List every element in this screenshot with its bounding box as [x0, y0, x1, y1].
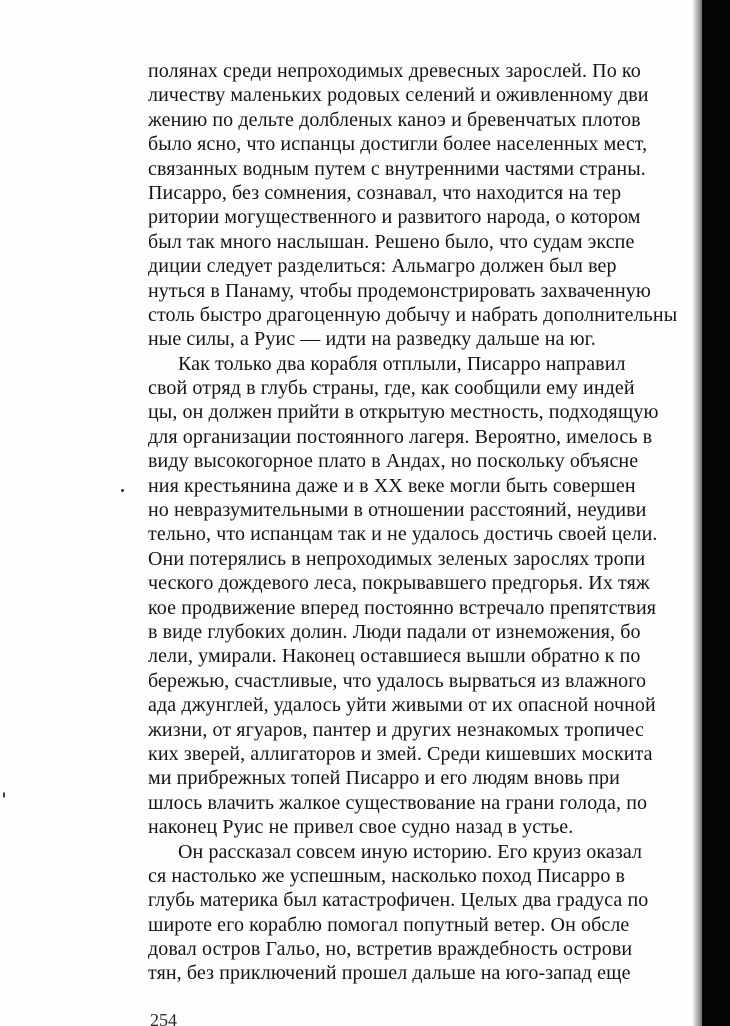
scan-speck	[3, 792, 5, 798]
text-line: виду высокогорное плато в Андах, но поскольку объясне	[148, 450, 639, 473]
text-line-indented: Он рассказал совсем иную историю. Его круиз оказал	[178, 840, 643, 863]
page-edge-shadow	[702, 0, 730, 1026]
text-line: тельно, что испанцам так и не удалось достичь своей цели.	[148, 523, 658, 546]
text-line: ся настолько же успешным, насколько поход Писарро в	[148, 864, 626, 887]
text-line: ческого дождевого леса, покрывавшего предгорья. Их тяж	[148, 572, 650, 595]
text-line: глубь материка был катастрофичен. Целых два градуса по	[148, 889, 649, 912]
text-line: ния крестьянина даже и в XX веке могли быть совершен	[148, 474, 636, 497]
text-line: для организации постоянного лагеря. Вероятно, имелось в	[148, 425, 653, 448]
text-line: свой отряд в глубь страны, где, как сообщили ему индей	[148, 377, 635, 400]
text-line: ритории могущественного и развитого народа, о котором	[148, 206, 641, 229]
text-line: связанных водным путем с внутренними частями страны.	[148, 157, 646, 180]
text-line: довал остров Гальо, но, встретив враждебность острови	[148, 938, 633, 961]
text-line: жизни, от ягуаров, пантер и других незнакомых тропичес	[148, 718, 645, 741]
page-number: 254	[150, 1010, 177, 1026]
text-line: цы, он должен прийти в открытую местность, подходящую	[148, 401, 659, 424]
text-line: диции следует разделиться: Альмагро должен был вер	[148, 255, 617, 278]
text-line: кое продвижение вперед постоянно встречало препятствия	[148, 596, 657, 619]
page-edge-shadow-gradient	[692, 0, 702, 1026]
text-line: столь быстро драгоценную добычу и набрать дополнительны	[148, 303, 678, 326]
text-line: личеству маленьких родовых селений и оживленному дви	[148, 84, 649, 107]
paragraph-1	[148, 59, 704, 352]
text-line-indented: Как только два корабля отплыли, Писарро направил	[178, 352, 626, 375]
paragraph-3	[148, 840, 704, 986]
text-line: наконец Руис не привел свое судно назад в устье.	[148, 816, 574, 839]
text-line: полянах среди непроходимых древесных зарослей. По ко	[148, 60, 641, 82]
text-line: в виде глубоких долин. Люди падали от изнеможения, бо	[148, 620, 641, 643]
text-line: ких зверей, аллигаторов и змей. Среди кишевших москита	[148, 742, 653, 765]
text-line: жению по дельте долбленых каноэ и бревенчатых плотов	[148, 108, 641, 131]
text-line: тян, без приключений прошел дальше на юго-запад еще	[148, 962, 631, 985]
scan-speck	[121, 489, 124, 492]
text-line: шлось влачить жалкое существование на грани голода, по	[148, 791, 648, 814]
text-line: ные силы, а Руис — идти на разведку дальше на юг.	[148, 328, 596, 351]
text-line: бережью, счастливые, что удалось вырваться из влажного	[148, 669, 647, 692]
text-line: широте его кораблю помогал попутный ветер. Он обсле	[148, 913, 630, 936]
text-line: ми прибрежных топей Писарро и его людям вновь при	[148, 767, 620, 790]
text-line: Они потерялись в непроходимых зеленых зарослях тропи	[148, 547, 646, 570]
text-line: нуться в Панаму, чтобы продемонстрировать захваченную	[148, 279, 651, 302]
text-line: Писарро, без сомнения, сознавал, что находится на тер	[148, 181, 622, 204]
text-line: но невразумительными в отношении расстояний, неудиви	[148, 499, 647, 522]
text-line: было ясно, что испанцы достигли более населенных мест,	[148, 133, 648, 156]
body-text	[148, 59, 704, 986]
text-line: ада джунглей, удалось уйти живыми от их опасной ночной	[148, 694, 656, 717]
paragraph-2	[148, 352, 704, 840]
text-line: лели, умирали. Наконец оставшиеся вышли обратно к по	[148, 645, 641, 668]
text-line: был так много наслышан. Решено было, что судам экспе	[148, 230, 635, 253]
